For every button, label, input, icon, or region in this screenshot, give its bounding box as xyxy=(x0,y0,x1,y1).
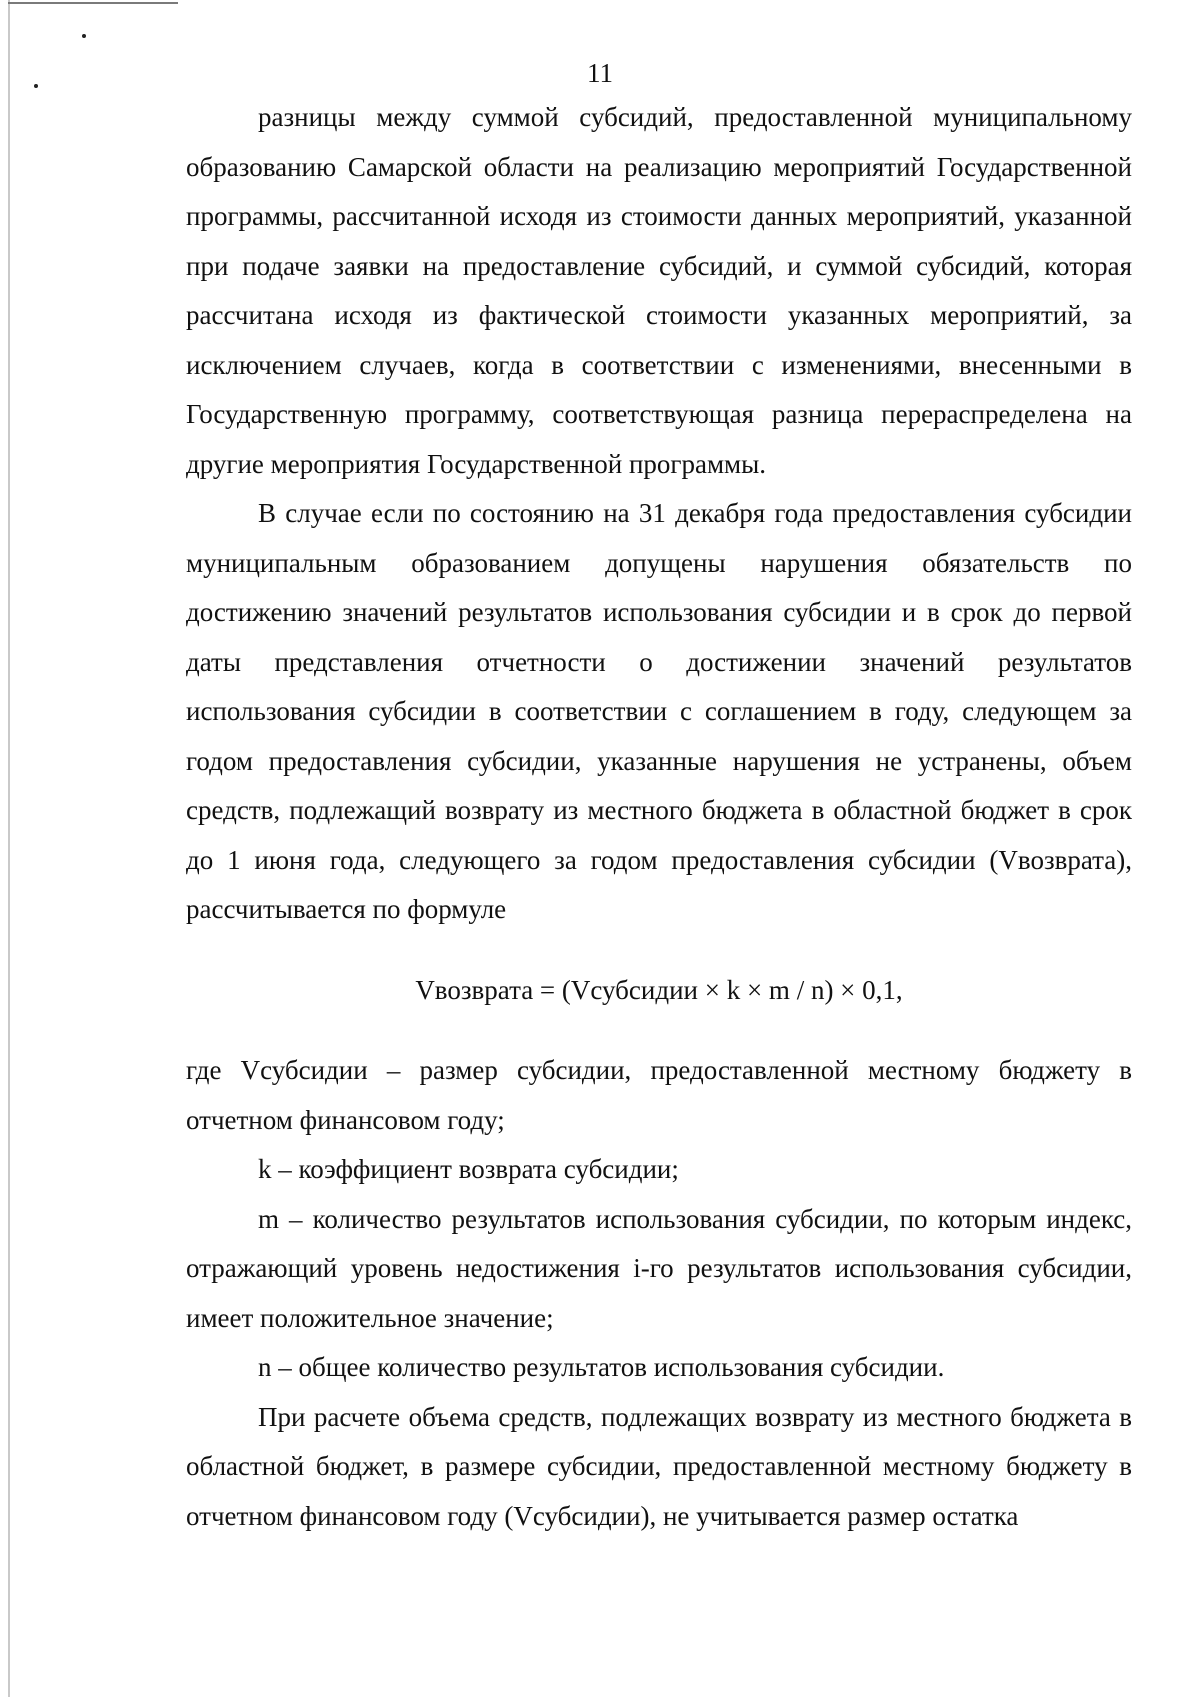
paragraph: При расчете объема средств, подлежащих возврату из местного бюджета в областной бюджет, в размере субсидии, предоставленной местному бюджету в отчетном финансовом году (Vсубсидии), не учитывается размер остатка xyxy=(186,1401,1132,1531)
page-number: 11 xyxy=(587,58,613,88)
definition: n – общее количество результатов использования субсидии. xyxy=(258,1352,945,1382)
paragraph: разницы между суммой субсидий, предоставленной муниципальному образованию Самарской области на реализацию мероприятий Государственной программы, рассчитанной исходя из стоимости данных мероприятий, указанной при подаче заявки на предоставление субсидий, и суммой субсидий, которая рассчитана исходя из фактической стоимости указанных мероприятий, за исключением случаев, когда в соответствии с изменениями, внесенными в Государственную программу, соответствующая разница перераспределена на другие мероприятия Государственной программы. xyxy=(186,102,1132,479)
formula: Vвозврата = (Vсубсидии × k × m / n) × 0,1, xyxy=(415,974,903,1005)
scan-edge-line xyxy=(8,0,10,1697)
document-body xyxy=(186,93,1132,1541)
definition: k – коэффициент возврата субсидии; xyxy=(258,1154,679,1184)
scan-speck xyxy=(82,34,86,38)
scan-top-line xyxy=(8,2,178,4)
paragraph: В случае если по состоянию на 31 декабря года предоставления субсидии муниципальным образованием допущены нарушения обязательств по достижению значений результатов использования субсидии и в срок до первой даты представления отчетности о достижении значений результатов использования субсидии в соответствии с соглашением в году, следующем за годом предоставления субсидии, указанные нарушения не устранены, объем средств, подлежащий возврату из местного бюджета в областной бюджет в срок до 1 июня года, следующего за годом предоставления субсидии (Vвозврата), рассчитывается по формуле xyxy=(186,498,1132,924)
definition: m – количество результатов использования субсидии, по которым индекс, отражающий уровень недостижения i-го результатов использования субсидии, имеет положительное значение; xyxy=(186,1203,1132,1333)
definition: где Vсубсидии – размер субсидии, предоставленной местному бюджету в отчетном финансовом году; xyxy=(186,1055,1132,1135)
